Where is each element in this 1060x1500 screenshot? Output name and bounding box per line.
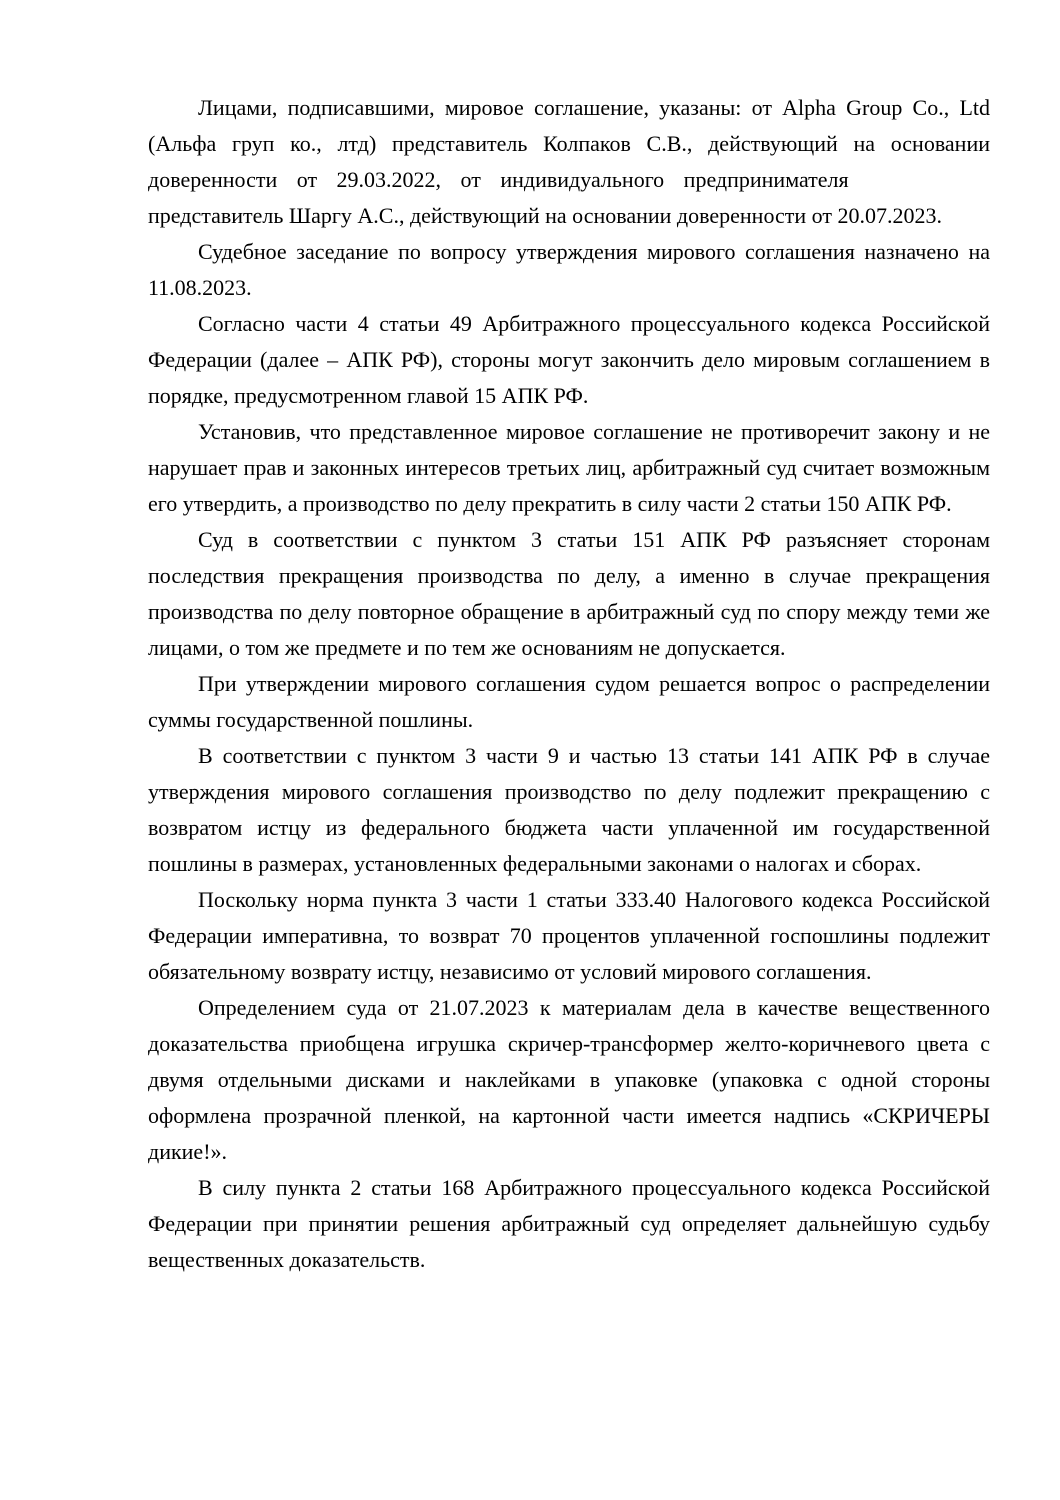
para-apk-article-151: Суд в соответствии с пунктом 3 статьи 151 АПК РФ разъясняет сторонам последствия прекращения производства по делу, а именно в случае прекращения производства по делу повторное обращение в арбитражный суд по спору между теми же лицами, о том же предмете и по тем же основаниям не допускается. bbox=[148, 527, 990, 660]
para-settlement-approval: Установив, что представленное мировое соглашение не противоречит закону и не нарушает прав и законных интересов третьих лиц, арбитражный суд считает возможным его утвердить, а производство по делу прекратить в силу части 2 статьи 150 АПК РФ. bbox=[148, 419, 990, 516]
para-apk-article-49: Согласно части 4 статьи 49 Арбитражного процессуального кодекса Российской Федерации (далее – АПК РФ), стороны могут закончить дело мировым соглашением в порядке, предусмотренном главой 15 АПК РФ. bbox=[148, 311, 990, 408]
para-signatories-redacted-line: доверенности от 29.03.2022, от индивидуального предпринимателя bbox=[148, 167, 849, 192]
document-body bbox=[148, 90, 990, 1278]
para-apk-article-168: В силу пункта 2 статьи 168 Арбитражного процессуального кодекса Российской Федерации при принятии решения арбитражный суд определяет дальнейшую судьбу вещественных доказательств. bbox=[148, 1175, 990, 1272]
para-signatories: Лицами, подписавшими, мировое соглашение, указаны: от Alpha Group Co., Ltd (Альфа груп ко., лтд) представитель Колпаков С.В., действующий на основании bbox=[148, 95, 990, 156]
para-state-duty-distribution: При утверждении мирового соглашения судом решается вопрос о распределении суммы государственной пошлины. bbox=[148, 671, 990, 732]
para-material-evidence-toy: Определением суда от 21.07.2023 к материалам дела в качестве вещественного доказательства приобщена игрушка скричер-трансформер желто-коричневого цвета с двумя отдельными дисками и наклейками в упаковке (упаковка с одной стороны оформлена прозрачной пленкой, на картонной части имеется надпись «СКРИЧЕРЫ дикие!». bbox=[148, 995, 990, 1164]
para-hearing-date: Судебное заседание по вопросу утверждения мирового соглашения назначено на 11.08.2023. bbox=[148, 239, 990, 300]
para-tax-code-333-40: Поскольку норма пункта 3 части 1 статьи 333.40 Налогового кодекса Российской Федерации императивна, то возврат 70 процентов уплаченной госпошлины подлежит обязательному возврату истцу, независимо от условий мирового соглашения. bbox=[148, 887, 990, 984]
para-signatories-continuation: представитель Шаргу А.С., действующий на основании доверенности от 20.07.2023. bbox=[148, 203, 942, 228]
para-apk-article-141: В соответствии с пунктом 3 части 9 и частью 13 статьи 141 АПК РФ в случае утверждения мирового соглашения производство по делу подлежит прекращению с возвратом истцу из федерального бюджета части уплаченной им государственной пошлины в размерах, установленных федеральными законами о налогах и сборах. bbox=[148, 743, 990, 876]
